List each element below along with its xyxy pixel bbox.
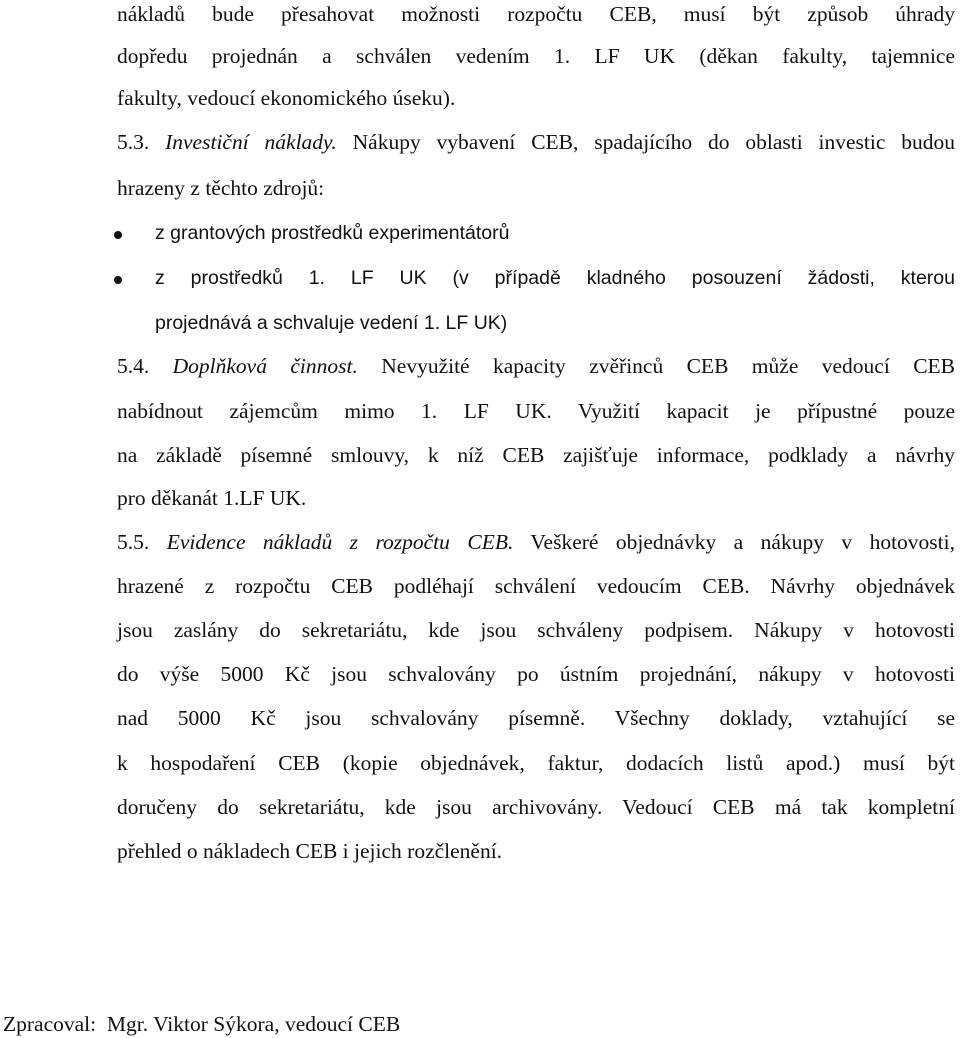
intro-line-3: fakulty, vedoucí ekonomického úseku). bbox=[117, 86, 456, 110]
section-5-4-number: 5.4. bbox=[117, 354, 150, 378]
section-5-5-line-5: nad 5000 Kč jsou schvalovány písemně. Všechny doklady, vztahující se bbox=[117, 706, 955, 730]
section-5-4-line-1: Nevyužité kapacity zvěřinců CEB může vedoucí CEB bbox=[357, 354, 956, 378]
author-signature-line: Zpracoval: Mgr. Viktor Sýkora, vedoucí CEB bbox=[3, 1012, 401, 1036]
section-5-5-line-6: k hospodaření CEB (kopie objednávek, faktur, dodacích listů apod.) musí být bbox=[117, 751, 955, 775]
section-5-4-line-4: pro děkanát 1.LF UK. bbox=[117, 486, 307, 510]
section-5-5-number: 5.5. bbox=[117, 530, 150, 554]
section-5-5-line-7: doručeny do sekretariátu, kde jsou archivovány. Vedoucí CEB má tak kompletní bbox=[117, 795, 955, 819]
section-5-5-line-3: jsou zaslány do sekretariátu, kde jsou schváleny podpisem. Nákupy v hotovosti bbox=[117, 618, 955, 642]
section-5-3-bullet-2-cont: projednává a schvaluje vedení 1. LF UK) bbox=[155, 312, 508, 334]
section-5-3-line-1: Nákupy vybavení CEB, spadajícího do oblasti investic budou bbox=[336, 130, 956, 154]
section-5-3-title: Investiční náklady. bbox=[165, 130, 337, 154]
section-5-3-bullet-1: z grantových prostředků experimentátorů bbox=[155, 222, 510, 244]
section-5-3-heading-line bbox=[117, 128, 955, 156]
section-5-4-line-2: nabídnout zájemcům mimo 1. LF UK. Využití kapacit je přípustné pouze bbox=[117, 399, 955, 423]
bullet-dot-icon bbox=[114, 276, 122, 284]
section-5-5-line-8: přehled o nákladech CEB i jejich rozčlenění. bbox=[117, 839, 503, 863]
intro-line-1: nákladů bude přesahovat možnosti rozpočtu CEB, musí být způsob úhrady bbox=[117, 2, 955, 26]
section-5-5-heading-line bbox=[117, 528, 955, 556]
section-5-3-bullet-2: z prostředků 1. LF UK (v případě kladného posouzení žádosti, kterou bbox=[155, 267, 955, 289]
section-5-5-line-1: Veškeré objednávky a nákupy v hotovosti, bbox=[513, 530, 955, 554]
section-5-5-title: Evidence nákladů z rozpočtu CEB. bbox=[166, 530, 514, 554]
section-5-4-line-3: na základě písemné smlouvy, k níž CEB zajišťuje informace, podklady a návrhy bbox=[117, 443, 955, 467]
section-5-3-number: 5.3. bbox=[117, 130, 150, 154]
section-5-4-heading-line bbox=[117, 352, 955, 380]
bullet-dot-icon bbox=[114, 231, 122, 239]
section-5-5-line-4: do výše 5000 Kč jsou schvalovány po ústním projednání, nákupy v hotovosti bbox=[117, 662, 955, 686]
section-5-5-line-2: hrazené z rozpočtu CEB podléhají schválení vedoucím CEB. Návrhy objednávek bbox=[117, 574, 955, 598]
intro-line-2: dopředu projednán a schválen vedením 1. LF UK (děkan fakulty, tajemnice bbox=[117, 44, 955, 68]
section-5-4-title: Doplňková činnost. bbox=[172, 354, 358, 378]
section-5-3-line-2: hrazeny z těchto zdrojů: bbox=[117, 176, 325, 200]
